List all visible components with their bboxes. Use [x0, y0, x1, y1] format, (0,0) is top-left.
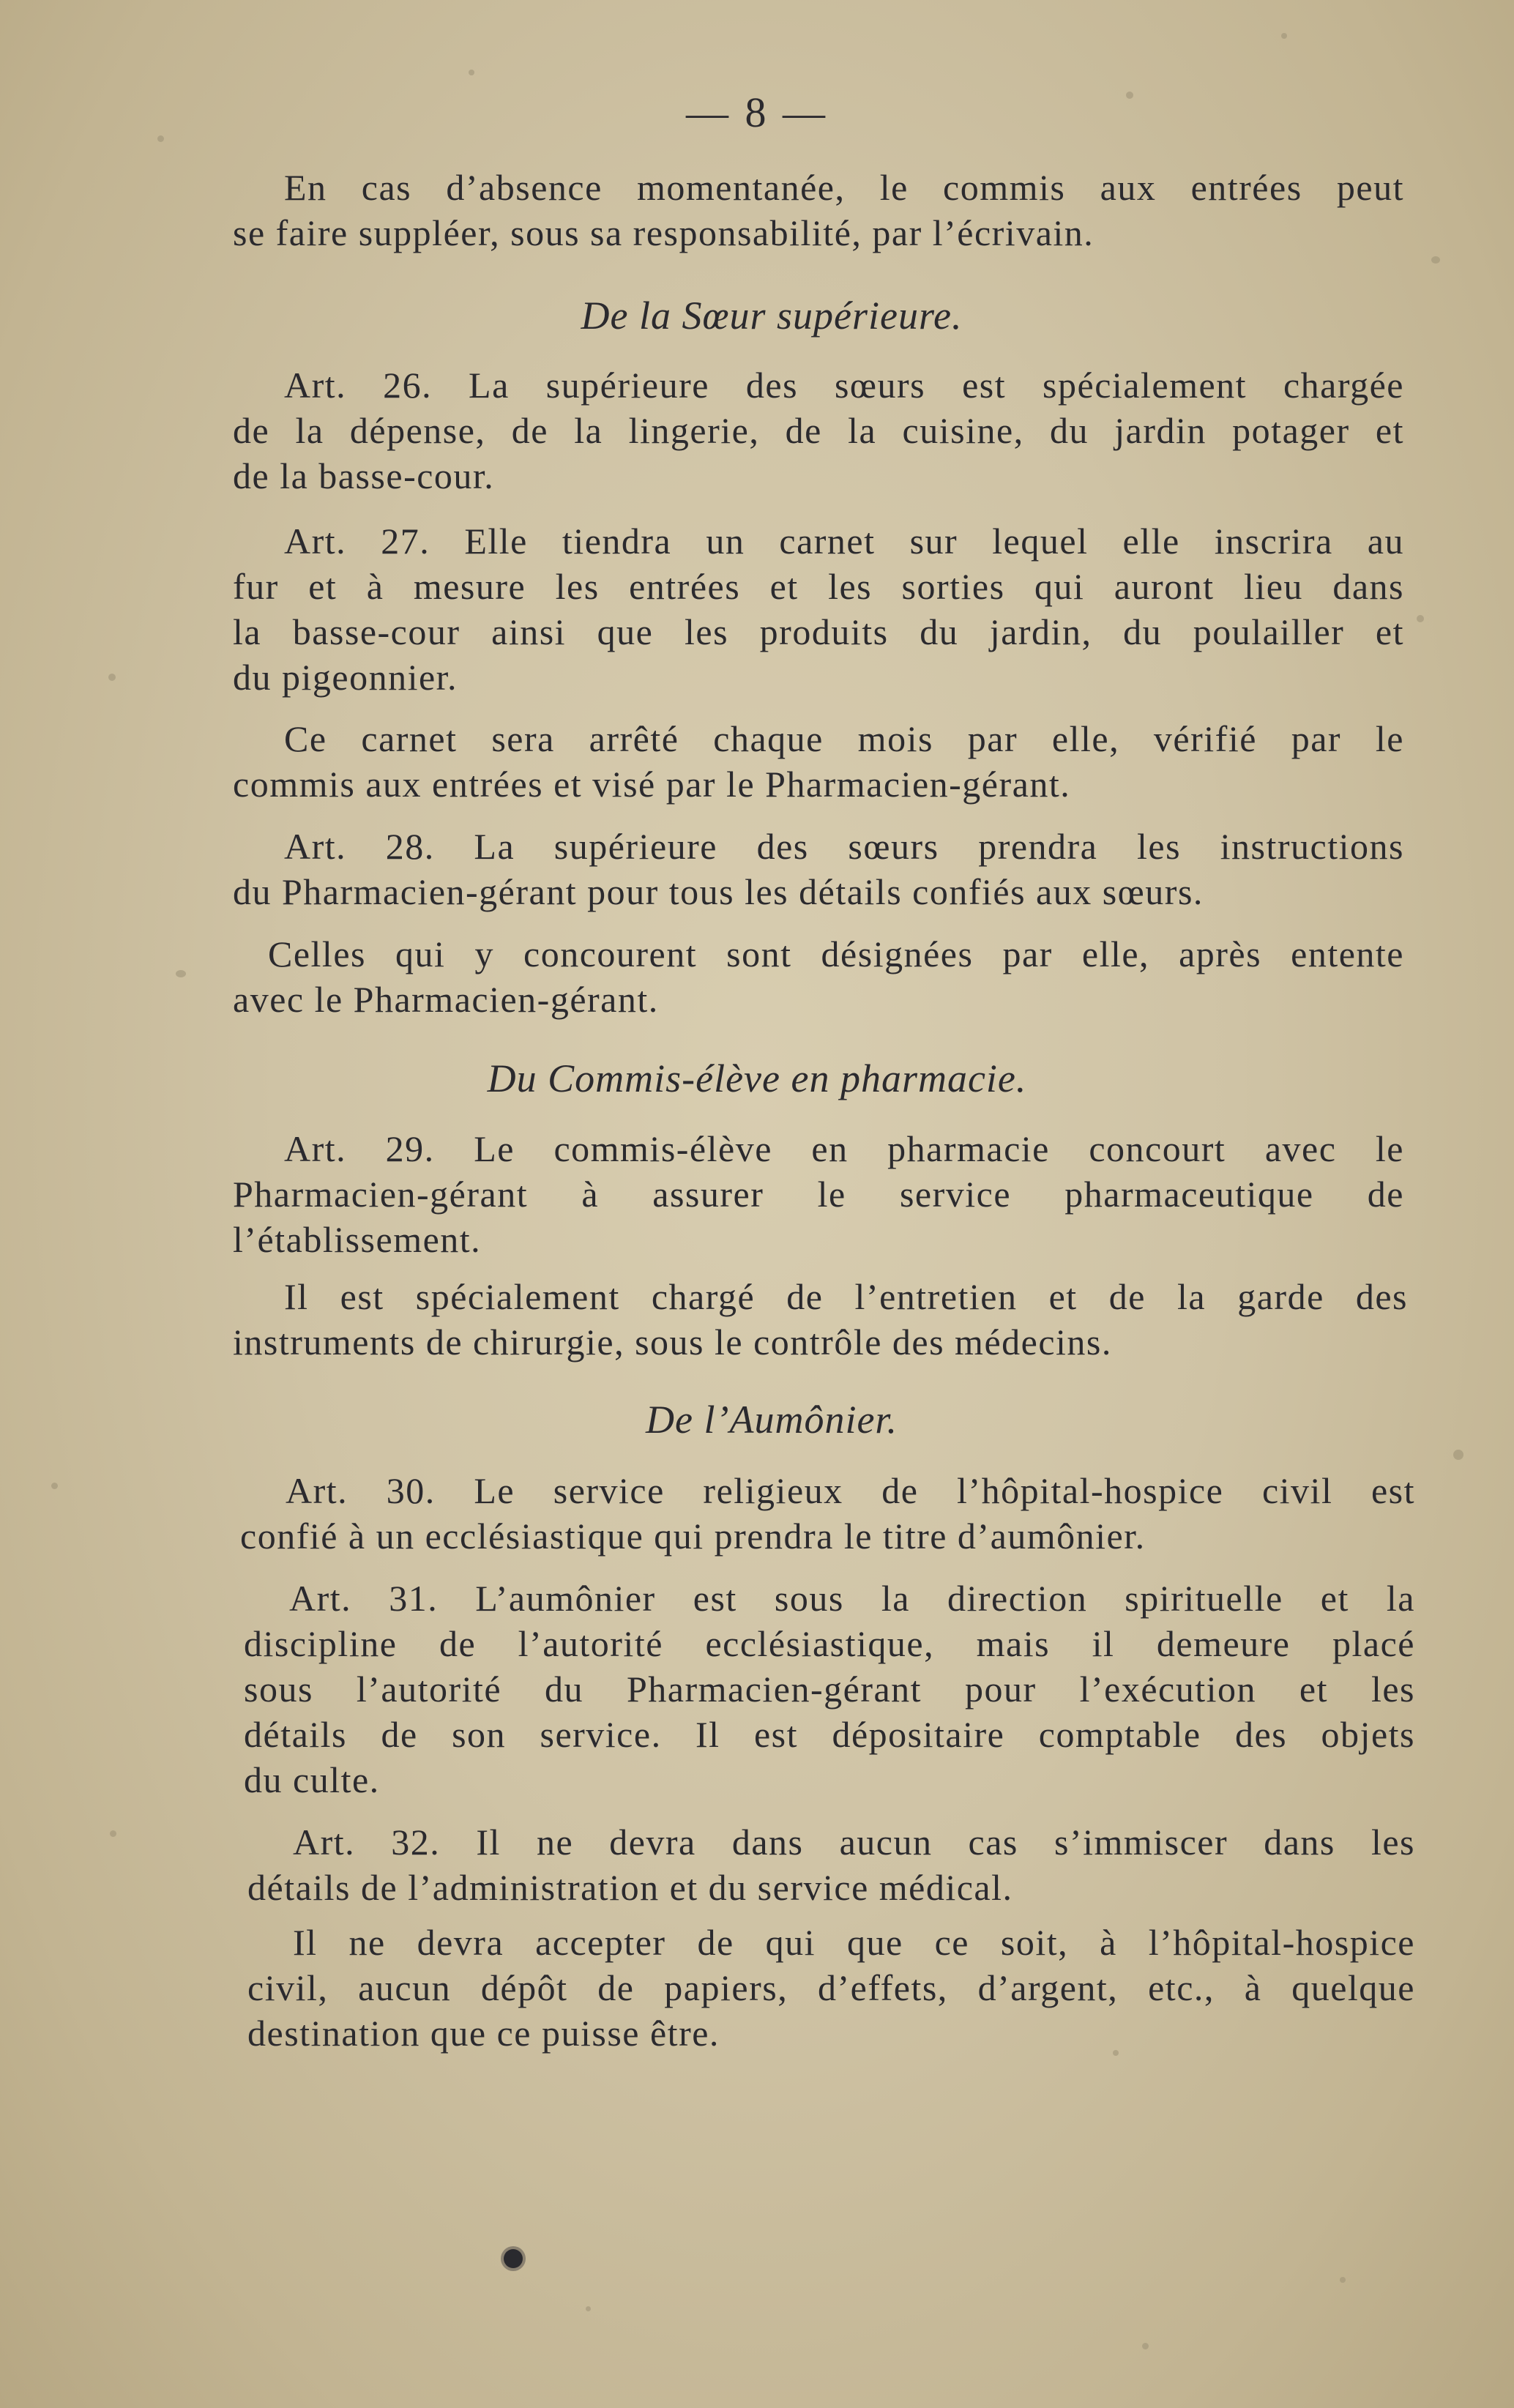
text-line: du pigeonnier. [233, 657, 458, 698]
article-31 [244, 1576, 1415, 1803]
text-line: Art. 30. Le service religieux de l’hôpital-hospice civil est [286, 1470, 1415, 1511]
paragraph-instruments [233, 1274, 1408, 1365]
foxing-spot [110, 1830, 116, 1837]
text-line: de la basse-cour. [233, 455, 495, 496]
article-32 [247, 1819, 1415, 1910]
text-line: Ce carnet sera arrêté chaque mois par elle, vérifié par le [284, 718, 1404, 759]
text-line: Art. 28. La supérieure des sœurs prendra les instructions [284, 826, 1404, 867]
section-heading-commis-eleve: Du Commis-élève en pharmacie. [487, 1056, 1027, 1100]
text-line: discipline de l’autorité ecclésiastique, mais il demeure placé [244, 1623, 1415, 1664]
text-line: du Pharmacien-gérant pour tous les détails confiés aux sœurs. [233, 871, 1204, 912]
foxing-spot [1431, 256, 1440, 264]
foxing-spot [469, 70, 474, 75]
text-line: commis aux entrées et visé par le Pharmacien-gérant. [233, 764, 1071, 805]
text-line: En cas d’absence momentanée, le commis aux entrées peut [284, 167, 1404, 208]
paragraph-carnet [233, 716, 1404, 807]
text-line: avec le Pharmacien-gérant. [233, 979, 659, 1020]
text-line: détails de l’administration et du service médical. [247, 1867, 1013, 1908]
text-line: Art. 29. Le commis-élève en pharmacie concourt avec le [284, 1128, 1404, 1169]
text-line: sous l’autorité du Pharmacien-gérant pour l’exécution et les [244, 1669, 1415, 1710]
section-heading-aumonier: De l’Aumônier. [646, 1398, 898, 1442]
text-line: civil, aucun dépôt de papiers, d’effets, d’argent, etc., à quelque [247, 1967, 1415, 2008]
foxing-spot [1281, 33, 1287, 39]
text-line: Pharmacien-gérant à assurer le service pharmaceutique de [233, 1174, 1404, 1215]
article-27 [233, 518, 1404, 700]
foxing-spot [1453, 1450, 1463, 1460]
text-line: Art. 31. L’aumônier est sous la direction spirituelle et la [289, 1578, 1415, 1619]
foxing-spot [1340, 2277, 1346, 2283]
text-line: de la dépense, de la lingerie, de la cuisine, du jardin potager et [233, 410, 1404, 451]
text-line: Celles qui y concourent sont désignées par elle, après entente [268, 933, 1404, 974]
text-line: Il est spécialement chargé de l’entretien et de la garde des [284, 1276, 1408, 1317]
text-line: Art. 26. La supérieure des sœurs est spécialement chargée [284, 365, 1404, 406]
text-line: l’établissement. [233, 1219, 482, 1260]
foxing-spot [176, 970, 186, 977]
text-line: du culte. [244, 1759, 380, 1800]
foxing-spot [1417, 615, 1424, 622]
article-29 [233, 1126, 1404, 1262]
foxing-spot [1142, 2343, 1149, 2349]
text-line: la basse-cour ainsi que les produits du jardin, du poulailler et [233, 611, 1404, 652]
paragraph-celles [233, 931, 1404, 1022]
text-line: confié à un ecclésiastique qui prendra le titre d’aumônier. [240, 1516, 1146, 1557]
foxing-spot [586, 2306, 591, 2311]
page-number: — 8 — [686, 89, 828, 136]
text-line: Art. 27. Elle tiendra un carnet sur lequel elle inscrira au [284, 521, 1404, 562]
text-line: Art. 32. Il ne devra dans aucun cas s’immiscer dans les [293, 1822, 1415, 1863]
text-line: détails de son service. Il est dépositaire comptable des objets [244, 1714, 1415, 1755]
text-line: instruments de chirurgie, sous le contrôle des médecins. [233, 1322, 1112, 1363]
foxing-spot [51, 1483, 58, 1489]
ink-dot [504, 2249, 523, 2268]
article-30 [240, 1468, 1415, 1559]
section-heading-soeur-superieure: De la Sœur supérieure. [581, 294, 963, 338]
text-line: se faire suppléer, sous sa responsabilité, par l’écrivain. [233, 212, 1095, 253]
paragraph-absence [233, 165, 1404, 256]
text-line: Il ne devra accepter de qui que ce soit, à l’hôpital-hospice [293, 1922, 1415, 1963]
article-26 [233, 362, 1404, 499]
text-line: fur et à mesure les entrées et les sorties qui auront lieu dans [233, 566, 1404, 607]
foxing-spot [108, 674, 116, 681]
article-28 [233, 824, 1404, 914]
paragraph-depot [247, 1920, 1415, 2056]
text-line: destination que ce puisse être. [247, 2013, 720, 2054]
